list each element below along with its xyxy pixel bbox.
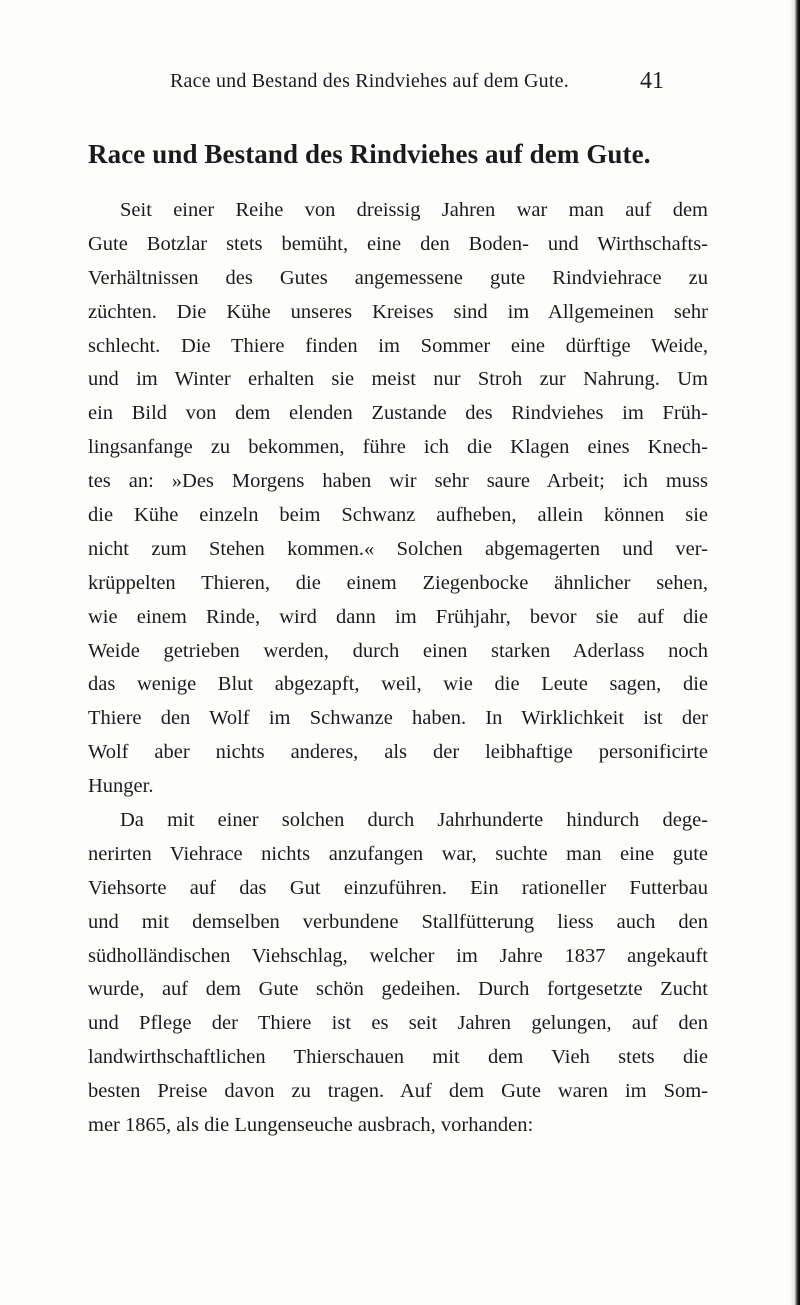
text-line: das wenige Blut abgezapft, weil, wie die Leute sagen, die [88, 673, 708, 696]
text-line: tes an: »Des Morgens haben wir sehr saure Arbeit; ich muss [88, 470, 708, 493]
text-line: Wolf aber nichts anderes, als der leibhaftige personificirte [88, 741, 708, 764]
text-line: wurde, auf dem Gute schön gedeihen. Durch fortgesetzte Zucht [88, 978, 708, 1001]
text-line: und mit demselben verbundene Stallfütterung liess auch den [88, 910, 708, 933]
text-line: Da mit einer solchen durch Jahrhunderte hindurch dege- [120, 809, 708, 832]
text-line: Thiere den Wolf im Schwanze haben. In Wirklichkeit ist der [88, 707, 708, 730]
text-line: schlecht. Die Thiere finden im Sommer eine dürftige Weide, [88, 334, 708, 357]
text-line: Weide getrieben werden, durch einen starken Aderlass noch [88, 639, 708, 662]
chapter-title: Race und Bestand des Rindviehes auf dem Gute. [88, 139, 651, 169]
text-line: krüppelten Thieren, die einem Ziegenbocke ähnlicher sehen, [88, 571, 708, 594]
text-line: Hunger. [88, 775, 154, 798]
text-line: Viehsorte auf das Gut einzuführen. Ein rationeller Futterbau [88, 876, 708, 899]
text-line: die Kühe einzeln beim Schwanz aufheben, allein können sie [88, 504, 708, 527]
text-line: und im Winter erhalten sie meist nur Stroh zur Nahrung. Um [88, 368, 708, 391]
text-line: südholländischen Viehschlag, welcher im Jahre 1837 angekauft [88, 944, 708, 967]
text-line: nicht zum Stehen kommen.« Solchen abgemagerten und ver- [88, 537, 708, 560]
text-line: Seit einer Reihe von dreissig Jahren war man auf dem [120, 199, 708, 221]
running-head: Race und Bestand des Rindviehes auf dem Gute. [170, 70, 569, 92]
text-line: und Pflege der Thiere ist es seit Jahren gelungen, auf den [88, 1012, 708, 1035]
page-number: 41 [640, 68, 664, 94]
text-line: Verhältnissen des Gutes angemessene gute Rindviehrace zu [88, 266, 708, 289]
body-text [88, 194, 708, 1143]
text-line: lingsanfange zu bekommen, führe ich die Klagen eines Knech- [88, 436, 708, 459]
text-line: Gute Botzlar stets bemüht, eine den Boden- und Wirthschafts- [88, 232, 708, 255]
text-line: wie einem Rinde, wird dann im Frühjahr, bevor sie auf die [88, 605, 708, 628]
text-line: besten Preise davon zu tragen. Auf dem Gute waren im Som- [88, 1080, 708, 1103]
text-line: nerirten Viehrace nichts anzufangen war, suchte man eine gute [88, 842, 708, 865]
text-line: mer 1865, als die Lungenseuche ausbrach, vorhanden: [88, 1114, 534, 1137]
page-edge-shadow [790, 0, 800, 1305]
text-line: ein Bild von dem elenden Zustande des Rindviehes im Früh- [88, 402, 708, 425]
text-line: landwirthschaftlichen Thierschauen mit dem Vieh stets die [88, 1046, 708, 1069]
text-line: züchten. Die Kühe unseres Kreises sind im Allgemeinen sehr [88, 300, 708, 323]
